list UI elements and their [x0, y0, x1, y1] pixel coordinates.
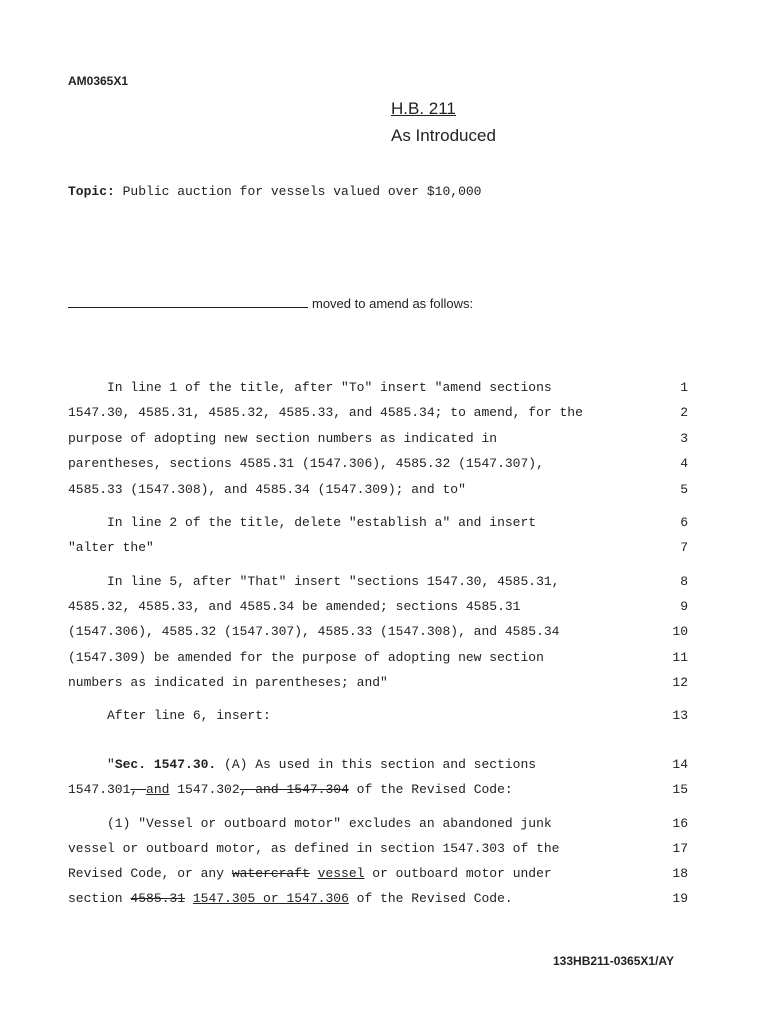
- line-number: 16: [672, 816, 688, 831]
- mover-text: moved to amend as follows:: [312, 296, 474, 311]
- struck-text: , and 1547.304: [239, 782, 349, 797]
- bill-status: As Introduced: [391, 126, 496, 145]
- line-text: 4585.32, 4585.33, and 4585.34 be amended; sections 4585.31: [68, 599, 521, 614]
- line-text: (1547.306), 4585.32 (1547.307), 4585.33 (1547.308), and 4585.34: [68, 624, 560, 639]
- line-text: "alter the": [68, 540, 154, 555]
- line-text: (1) "Vessel or outboard motor" excludes an abandoned junk: [68, 816, 552, 831]
- line-number: 17: [672, 841, 688, 856]
- document-footer-code: 133HB211-0365X1/AY: [553, 954, 674, 968]
- text-segment: of the Revised Code:: [348, 782, 513, 797]
- mover-blank: [68, 294, 308, 308]
- line-text: vessel or outboard motor, as defined in section 1547.303 of the: [68, 841, 560, 856]
- line-number: 9: [680, 599, 688, 614]
- line-number: 19: [672, 891, 688, 906]
- line-number: 12: [672, 675, 688, 690]
- line-text: In line 5, after "That" insert "sections 1547.30, 4585.31,: [68, 574, 560, 589]
- text-segment: section: [68, 891, 131, 906]
- line-number: 7: [680, 540, 688, 555]
- line-number: 13: [672, 708, 688, 723]
- line-text: [68, 782, 513, 797]
- line-text: In line 2 of the title, delete "establish a" and insert: [68, 515, 537, 530]
- line-text: [68, 866, 552, 881]
- line-number: 14: [672, 757, 688, 772]
- section-heading: Sec. 1547.30.: [114, 757, 217, 772]
- struck-text: ,: [130, 782, 147, 797]
- topic-text: Public auction for vessels valued over $10,000: [122, 184, 482, 199]
- line-text: After line 6, insert:: [68, 708, 271, 723]
- text-segment: Revised Code, or any: [68, 866, 232, 881]
- line-text: 1547.30, 4585.31, 4585.32, 4585.33, and 4585.34; to amend, for the: [68, 405, 583, 420]
- line-text: numbers as indicated in parentheses; and": [68, 675, 388, 690]
- mover-line: [68, 294, 473, 311]
- line-text: In line 1 of the title, after "To" insert "amend sections: [68, 380, 552, 395]
- bill-number: H.B. 211: [391, 99, 456, 118]
- text-segment: [185, 891, 193, 906]
- inserted-text: 1547.305 or 1547.306: [192, 891, 349, 906]
- text-segment: or outboard motor under: [364, 866, 552, 881]
- line-number: 15: [672, 782, 688, 797]
- topic-line: [68, 184, 481, 199]
- struck-text: 4585.31: [130, 891, 186, 906]
- line-number: 18: [672, 866, 688, 881]
- text-segment: 1547.302: [169, 782, 240, 797]
- section-text: (A) As used in this section and sections: [216, 757, 537, 772]
- line-number: 8: [680, 574, 688, 589]
- line-number: 6: [680, 515, 688, 530]
- topic-label: Topic:: [68, 184, 115, 199]
- inserted-text: and: [146, 782, 170, 797]
- text-segment: [310, 866, 318, 881]
- line-number: 5: [680, 482, 688, 497]
- line-number: 11: [672, 650, 688, 665]
- document-id: AM0365X1: [68, 74, 129, 88]
- line-number: 3: [680, 431, 688, 446]
- quote-prefix: ": [68, 757, 115, 772]
- struck-text: watercraft: [231, 866, 310, 881]
- line-number: 1: [680, 380, 688, 395]
- line-text: (1547.309) be amended for the purpose of adopting new section: [68, 650, 544, 665]
- inserted-text: vessel: [317, 866, 365, 881]
- line-text: parentheses, sections 4585.31 (1547.306), 4585.32 (1547.307),: [68, 456, 544, 471]
- text-segment: of the Revised Code.: [348, 891, 513, 906]
- line-number: 10: [672, 624, 688, 639]
- line-text: purpose of adopting new section numbers as indicated in: [68, 431, 498, 446]
- line-number: 4: [680, 456, 688, 471]
- line-number: 2: [680, 405, 688, 420]
- line-text: [68, 891, 513, 906]
- line-text: [68, 757, 536, 772]
- line-text: 4585.33 (1547.308), and 4585.34 (1547.309); and to": [68, 482, 466, 497]
- text-segment: 1547.301: [68, 782, 131, 797]
